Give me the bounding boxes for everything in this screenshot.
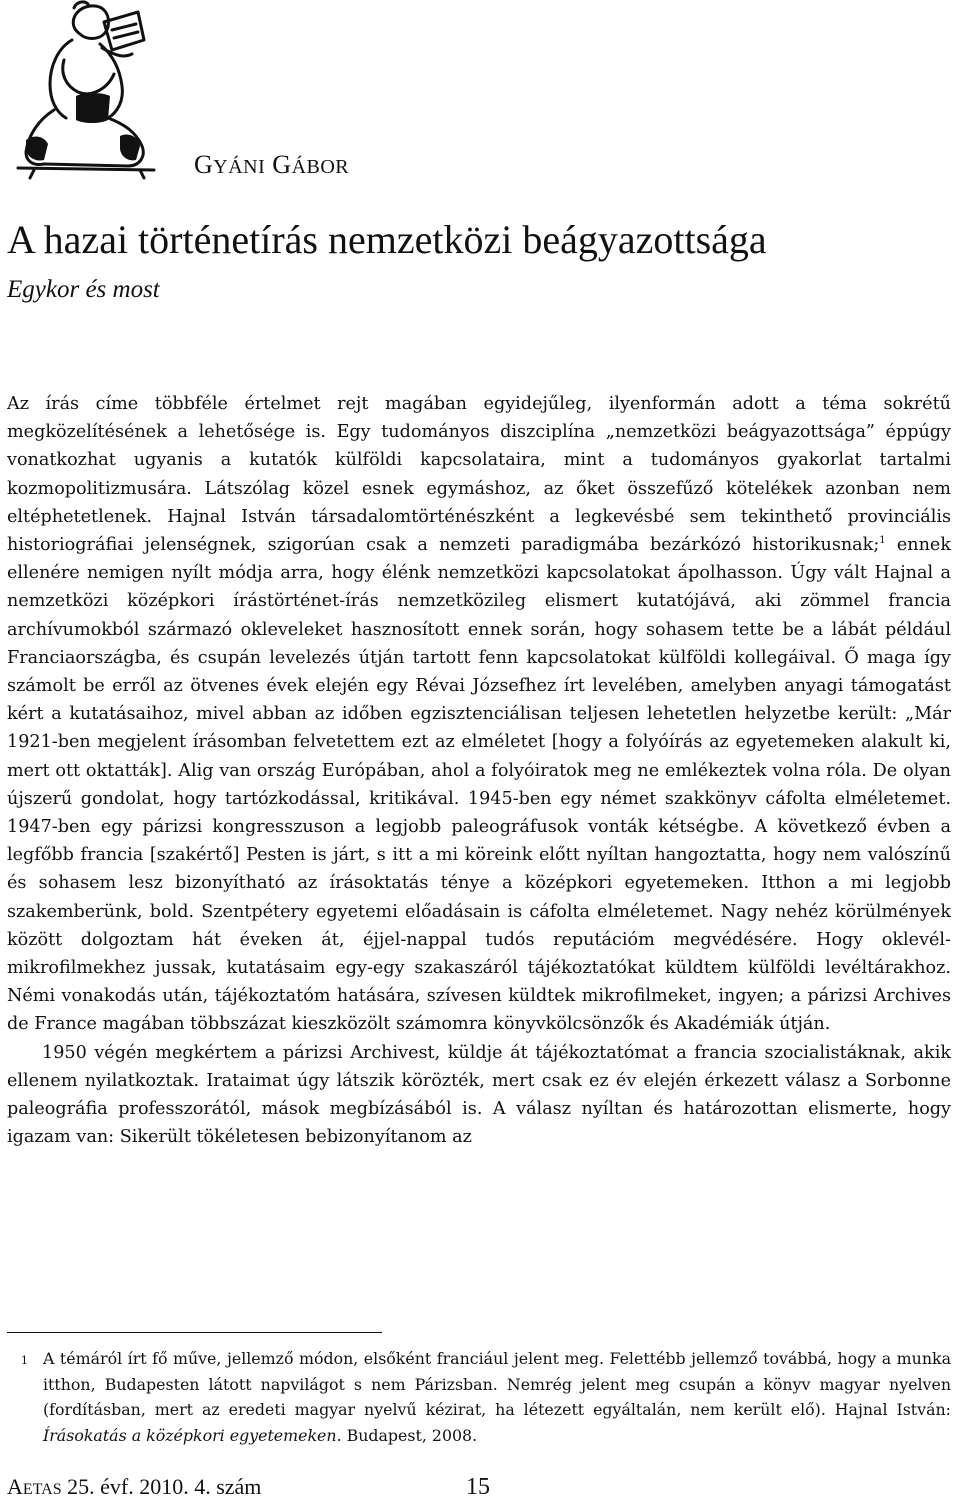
footnote-divider [7,1332,382,1333]
footnote-ref: 1 [879,535,886,547]
journal-rest: ETAS [22,1481,62,1498]
journal-footer [7,1474,261,1500]
footnote-text [43,1346,951,1448]
author-rest-2: ÁBOR [291,156,350,178]
journal-issue: 25. évf. 2010. 4. szám [61,1474,262,1499]
article-title: A hazai történetírás nemzetközi beágyazottsága [7,217,767,262]
footnote [7,1346,951,1448]
page-number: 15 [466,1474,490,1500]
author-initial-1: G [194,150,214,179]
author-initial-2: G [272,150,292,179]
author-name [194,150,349,180]
footnote-book-title: Írásokatás a középkori egyetemeken [43,1425,337,1445]
article-body [7,390,951,1151]
body-text-1b: ennek ellenére nemigen nyílt módja arra, hogy élénk nemzetközi kapcsolatokat ápolhasson. Úgy vált Hajnal a nemzetközi középkori írástörténet-írás nemzetközileg elismert kutatójává, aki zömmel francia archívumokból származó okleveleket hasznosított ennek során, hogy sohasem tette be a lábát például Franciaországba, és csupán levelezés útján tartott fenn kapcsolatokat külföldi kollegáival. Ő maga így számolt be erről az ötvenes évek elején egy Révai Józsefhez írt levelében, amelyben anyagi támogatást kért a kutatásaihoz, mivel abban az időben egzisztenciálisan teljesen lehetetlen helyzetbe került: „Már 1921-ben megjelent írásomban felvetettem ezt az elméletet [hogy a folyóírás az egyetemeken alakult ki, mert ott oktatták]. Alig van ország Európában, ahol a folyóiratok meg ne emlékeztek volna róla. De olyan újszerű gondolat, hogy tartózkodással, kritikával. 1945-ben egy német szakkönyv cáfolta elméletemet. 1947-ben egy párizsi kongresszuson a legjobb paleográfusok vonták kétségbe. A következő évben a legfőbb francia [szakértő] Pesten is járt, s itt a mi köreink előtt nyíltan hangoztatta, hogy nem valószínű és sohasem lesz bizonyítható az írásoktatás ténye a középkori egyetemeken. Itthon a mi legjobb szakemberünk, bold. Szentpétery egyetemi előadásain is cáfolta elméletemet. Nagy nehéz körülmények között dolgoztam hát éveken át, éjjel-nappal tudós reputációm megvédésére. Hogy oklevél-mikrofilmekhez jussak, kutatásaim egy-egy szakaszáról tájékoztatókat küldtem külföldi levéltárakhoz. Némi vonakodás után, tájékoztatóm hatására, szívesen küldtek mikrofilmeket, ingyen; a párizsi Archives de France magában többszázat kieszközölt számomra könyvkölcsönzők és Akadémiák útján. [7,535,951,1035]
footnote-text-a: A témáról írt fő műve, jellemző módon, elsőként franciául jelent meg. Felettébb jellemző továbbá, hogy a munka itthon, Budapesten látott napvilágot s nem Párizsban. Nemrég jelent meg csupán a könyv magyar nyelven (fordításban, mert az eredeti magyar nyelvű kézirat, ha létezett egyáltalán, nem került elő). Hajnal István: [43,1349,951,1419]
intro-text: Az írás címe többféle értelmet rejt magában egyidejűleg, ilyenformán adott a téma sokrétű megközelítésének a lehetősége is. Egy tudományos diszciplína „nemzetközi beágyazottsága” éppúgy vonatkozhat ugyanis a kutatók külföldi kapcsolataira, mint a tudományos gyakorlat tartalmi kozmopolitizmusára. [7,394,951,499]
footnote-number: 1 [21,1354,28,1367]
article-subtitle: Egykor és most [7,276,160,303]
footnote-text-b: . Budapest, 2008. [336,1425,478,1445]
journal-initial: A [7,1474,23,1499]
seated-figure-logo-icon [4,0,174,180]
body-text-1a: Látszólag közel esnek egymáshoz, az őket összefűző kötelékek azonban nem eltéphetetlenek. Hajnal István társadalomtörténészként a legkevésbé sem tekinthető provinciális historiográfiai jelenségnek, szigorúan csak a nemzeti paradigmába bezárkózó historikusnak; [7,478,951,556]
author-rest-1: YÁNI [213,156,266,178]
body-paragraph-1 [7,390,951,1039]
body-paragraph-2: 1950 végén megkértem a párizsi Archivest, küldje át tájékoztatómat a francia szocialistáknak, akik ellenem nyilatkoztak. Irataimat úgy látszik körözték, mert csak ez év elején érkezett válasz a Sorbonne paleográfia professzorától, mások megbízásából is. A válasz nyíltan és határozottan elismerte, hogy igazam van: Sikerült tökéletesen bebizonyítanom az [7,1042,951,1148]
